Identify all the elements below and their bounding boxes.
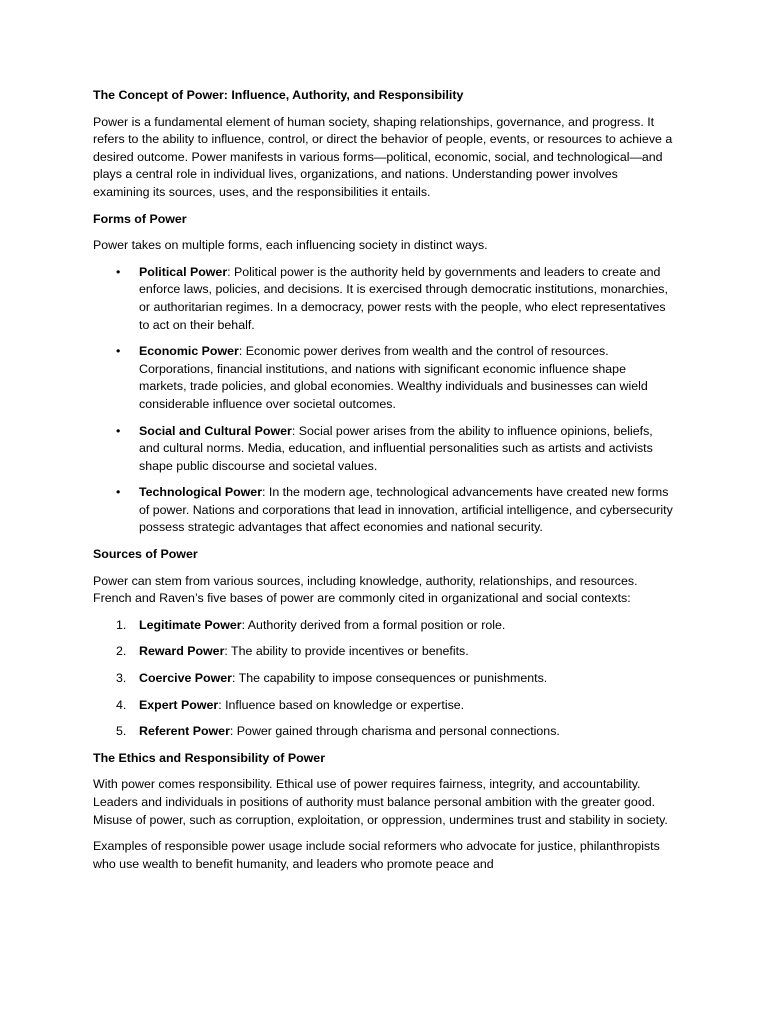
list-item-text: : Political power is the authority held by governments and leaders to create and enforce laws, policies, and decisions. It is exercised through democratic institutions, monarchies, or authoritarian regimes. In a democracy, power rests with the people, who elect representatives to act on their behalf. [139, 264, 668, 332]
list-item-text: : Social power arises from the ability to influence opinions, beliefs, and cultural norms. Media, education, and influential personalities such as artists and activists shape public discourse and societal values. [139, 423, 653, 473]
list-item [116, 643, 674, 661]
document-title: The Concept of Power: Influence, Authority, and Responsibility [93, 88, 464, 102]
list-number: 1. [116, 617, 127, 632]
forms-list [93, 264, 674, 537]
list-item [116, 723, 674, 741]
list-item-term: Technological Power [139, 485, 263, 500]
list-item-text: : Influence based on knowledge or expertise. [218, 697, 465, 712]
list-item-text: : Power gained through charisma and personal connections. [229, 724, 560, 739]
list-item [116, 697, 674, 715]
list-number: 5. [116, 724, 127, 739]
list-item-term: Social and Cultural Power [139, 423, 292, 438]
ethics-paragraph-1: With power comes responsibility. Ethical use of power requires fairness, integrity, and accountability. Leaders and individuals in positions of authority must balance personal ambition with the greater good. Misuse of power, such as corruption, exploitation, or oppression, undermines trust and stability in society. [93, 777, 668, 827]
bullet-glyph: • [116, 344, 121, 359]
bullet-glyph: • [116, 485, 121, 500]
sources-heading: Sources of Power [93, 547, 198, 562]
list-item-text: : The ability to provide incentives or benefits. [224, 644, 469, 659]
list-item-term: Coercive Power [139, 671, 232, 686]
forms-heading: Forms of Power [93, 211, 187, 226]
list-item [116, 670, 674, 688]
list-item-term: Political Power [139, 264, 228, 279]
list-item-text: : The capability to impose consequences or punishments. [231, 671, 548, 686]
list-item-term: Economic Power [139, 344, 239, 359]
bullet-glyph: • [116, 423, 121, 438]
list-item [116, 617, 674, 635]
list-number: 4. [116, 697, 127, 712]
list-item [116, 423, 674, 476]
list-item [116, 484, 674, 537]
list-item-text: : In the modern age, technological advancements have created new forms of power. Nations and corporations that lead in innovation, artificial intelligence, and cybersecurity possess strategic advantages that affect economies and national security. [139, 485, 673, 535]
sources-lead: Power can stem from various sources, including knowledge, authority, relationships, and resources. French and Raven’s five bases of power are commonly cited in organizational and social contexts: [93, 573, 638, 606]
list-number: 2. [116, 644, 127, 659]
ethics-paragraph-2: Examples of responsible power usage include social reformers who advocate for justice, philanthropists who use wealth to benefit humanity, and leaders who promote peace and [93, 839, 660, 871]
list-number: 3. [116, 671, 127, 686]
list-item-term: Referent Power [139, 724, 230, 739]
list-item-text: : Economic power derives from wealth and the control of resources. Corporations, financial institutions, and nations with significant economic influence shape markets, trade policies, and global economies. Wealthy individuals and businesses can wield considerable influence over societal outcomes. [139, 344, 648, 411]
list-item-term: Expert Power [139, 697, 219, 712]
bullet-glyph: • [116, 264, 121, 279]
intro-paragraph: Power is a fundamental element of human society, shaping relationships, governance, and progress. It refers to the ability to influence, control, or direct the behavior of people, events, or resources to achieve a desired outcome. Power manifests in various forms—political, economic, social, and technological—and plays a central role in individual lives, organizations, and nations. Understanding power involves examining its sources, uses, and the responsibilities it entails. [93, 114, 673, 199]
list-item [116, 264, 674, 334]
sources-list [93, 617, 674, 741]
list-item-text: : Authority derived from a formal position or role. [241, 617, 506, 632]
list-item-term: Legitimate Power [139, 617, 242, 632]
ethics-heading: The Ethics and Responsibility of Power [93, 750, 326, 765]
list-item-term: Reward Power [139, 644, 225, 659]
list-item [116, 343, 674, 413]
forms-lead: Power takes on multiple forms, each influencing society in distinct ways. [93, 238, 488, 253]
